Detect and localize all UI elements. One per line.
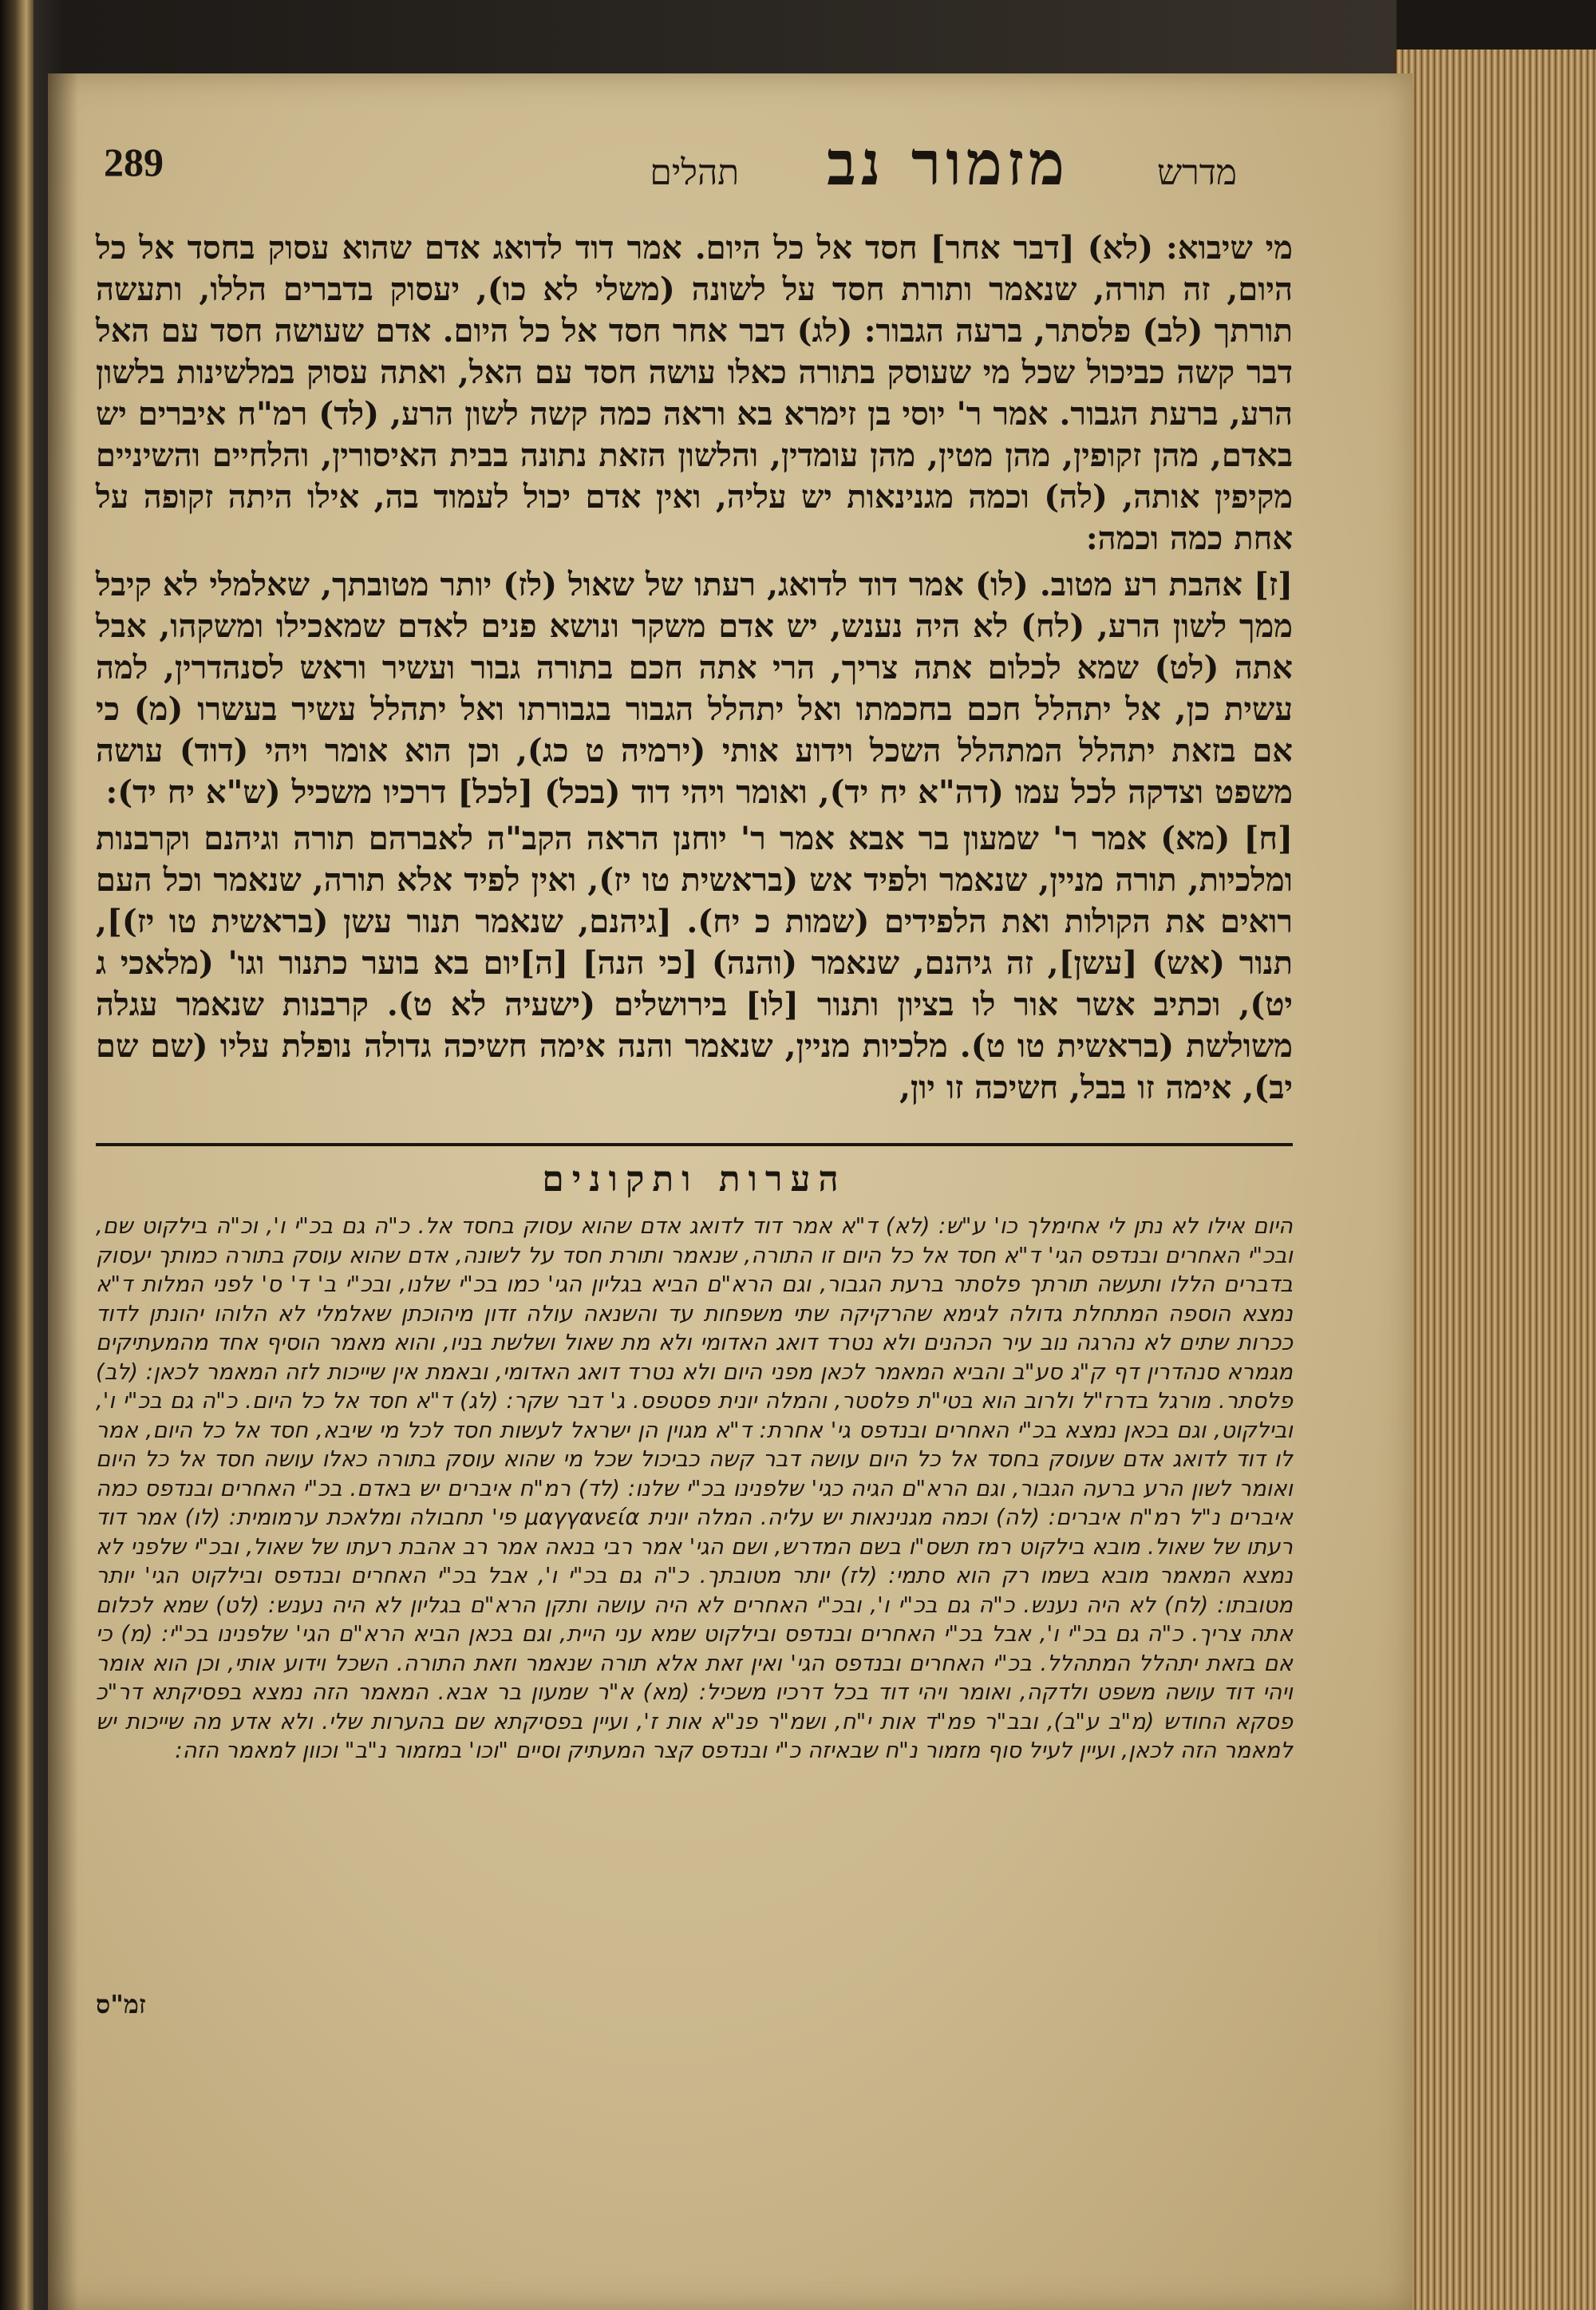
running-head [650,128,1237,200]
notes-paragraph: היום אילו לא נתן לי אחימלך כו' ע"ש: (לא) ד"א אמר דוד לדואג אדם שהוא עסוק בחסד אל. כ"ה גם בכ"י ו', וכ"ה בילקוט שם, ובכ"י האחרים ובנדפס הגי' ד"א חסד אל כל היום זו התורה, שנאמר ותורת חסד על לשונה, אדם שהוא עוסק בתורה כמותך יעסוק בדברים הללו ותעשה תורתך פלסתר ברעת הגבור, וגם הרא"ם הביא בגליון הגי' כמו בכ"י שלנו, ובכ"י ב' ד' ס' לפני המלות ד"א נמצא הוספה המתחלת גדולה לגימא שהרקיקה שתי משפחות עד והשנאה עולה זדון מיהוכתן שאלמלי לא הלוהו יהונתן לדוד ככרות שתים לא נהרגה נוב עיר הכהנים ולא נטרד דואג האדומי ולא מת שאול ושלשת בניו, והוא מאמר הוסיף אחד מהמעתיקים מגמרא סנהדרין דף ק"ג סע"ב והביא המאמר לכאן מפני היום ולא נטרד דואג האדומי, ובאמת אין שייכות לזה המאמר לכאן: (לב) פלסתר. מורגל בדרז"ל ולרוב הוא בטי"ת פלסטר, והמלה יונית פסטפס. ג' דבר שקר: (לג) ד"א חסד אל כל היום. כ"ה גם בכ"י ו', ובילקוט, וגם בכאן נמצא בכ"י האחרים ובנדפס גי' אחרת: ד"א מגוין הן ישראל לעשות חסד לכל מי שיבא, חסד אל כל היום, אמר לו דוד לדואג אדם שעוסק בחסד אל כל היום עושה דבר קשה כביכול שכל מי שהוא עוסק בתורה כאלו עושה חסד אל כל היום ואומר לשון הרע ברעה הגבור, וגם הרא"ם הגיה כגי' שלפנינו בכ"י שלנו: (לד) רמ"ח איברים יש באדם. בכ"י האחרים ובנדפס כמה איברים נ"ל רמ"ח איברים: (לה) וכמה מגנינאות יש עליה. המלה יונית μαγγανεία פי' תחבולה ומלאכת ערמומית: (לו) אמר דוד רעתו של שאול. מובא בילקוט רמז תשס"ו בשם המדרש, ושם הגי' אמר רבי בנאה אמר רב אהבת רעתו של שאול, ובכ"י שלפני לא נמצא המאמר מובא בשמו רק הוא סתמי: (לז) יותר מטובתך. כ"ה גם בכ"י ו', אבל בכ"י האחרים ובנדפס ובילקוט הגי' יותר מטובתו: (לח) לא היה נענש. כ"ה גם בכ"י ו', ובכ"י האחרים לא היה עושה ותקן הרא"ם בגליון לא היה נענש: (לט) שמא לכלום אתה צריך. כ"ה גם בכ"י ו', אבל בכ"י האחרים ובנדפס ובילקוט שמא עני היית, וגם בכאן הביא הרא"ם הגי' שלפנינו בכ"י: (מ) כי אם בזאת יתהלל המתהלל. בכ"י האחרים ובנדפס הגי' ואין זאת אלא תורה שנאמר וזאת התורה. השכל וידוע אותי, וכן הוא אומר ויהי דוד עושה משפט ולדקה, ואומר ויהי דוד בכל דרכיו משכיל: (מא) א"ר שמעון בר אבא. המאמר הזה נמצא בפסיקתא דר"כ פסקא החודש (מ"ב ע"ב), ובב"ר פמ"ד אות י"ח, ושמ"ר פנ"א אות ז', ועיין בפסיקתא שם בהערות שלי. ולא אדע מה שייכות יש למאמר הזה לכאן, ועיין לעיל סוף מזמור נ"ח שבאיזה כ"י ובנדפס קצר המעתיק וסיים "וכו' במזמור נ"ב" וכוון למאמר הזה: [96,1213,1294,1763]
running-head-title: מזמור נב [827,128,1069,199]
main-paragraph-2: [ז] אהבת רע מטוב. (לו) אמר דוד לדואג, רעתו של שאול (לז) יותר מטובתך, שאלמלי לא קיבל ממך לשון הרע, (לח) לא היה נענש, יש אדם משקר ונושא פנים לאדם שמאכילו ומשקהו, אבל אתה (לט) שמא לכלום אתה צריך, הרי אתה חכם בתורה גבור ועשיר וראש לסנהדרין, למה עשית כן, אל יתהלל חכם בחכמתו ואל יתהלל הגבור בגבורתו ואל יתהלל עשיר בעשרו (מ) כי אם בזאת יתהלל המתהלל השכל וידוע אותי (ירמיה ט כג), וכן הוא אומר ויהי (דוד) עושה משפט וצדקה לכל עמו (דה"א יח יד), ואומר ויהי דוד (בכל) [לכל] דרכיו משכיל (ש"א יח יד): [96,566,1293,811]
notes-title: הערות ותקונים [542,1159,847,1200]
running-head-right: תהלים [650,152,740,193]
book-fore-edge [1393,49,1596,2310]
notes-text [96,1212,1293,1766]
fore-edge-top [1396,0,1596,49]
main-paragraph-3: [ח] (מא) אמר ר' שמעון בר אבא אמר ר' יוחנן הראה הקב"ה לאברהם תורה וגיהנם וקרבנות ומלכיות, תורה מניין, שנאמר ולפיד אש (בראשית טו יז), ואין לפיד אלא תורה, שנאמר וכל העם רואים את הקולות ואת הלפידים (שמות כ יח). [גיהנם, שנאמר תנור עשן (בראשית טו יז)], תנור (אש) [עשן], זה גיהנם, שנאמר (והנה) [כי הנה] [ה]יום בא בוער כתנור וגו' (מלאכי ג יט), וכתיב אשר אור לו בציון ותנור [לו] בירושלים (ישעיה לא ט). קרבנות שנאמר עגלה משולשת (בראשית טו ט). מלכיות מניין, שנאמר והנה אימה חשיכה גדולה נופלת עליו (שם שם יב), אימה זו בבל, חשיכה זו יון, [96,820,1293,1106]
page-number: 289 [104,140,164,184]
page-header [104,120,1269,208]
section-divider [96,1143,1293,1146]
signature: זמ"ס [96,1989,146,2019]
left-page-edge [0,0,34,2310]
main-text [96,227,1293,1113]
gutter-shadow [48,73,78,2310]
running-head-left: מדרש [1156,152,1237,193]
main-paragraph-1: מי שיבוא: (לא) [דבר אחר] חסד אל כל היום. אמר דוד לדואג אדם שהוא עסוק בחסד אל כל היום, זה תורה, שנאמר ותורת חסד על לשונה (משלי לא כו), יעסוק בדברים הללו, ותעשה תורתך (לב) פלסתר, ברעה הגבור: (לג) דבר אחר חסד אל כל היום. אדם שעושה חסד עם האל דבר קשה כביכול שכל מי שעוסק בתורה כאלו עושה חסד עם האל, ואתה עסוק במלשינות בלשון הרע, ברעת הגבור. אמר ר' יוסי בן זימרא בא וראה כמה קשה לשון הרע, (לד) רמ"ח איברים יש באדם, מהן זקופין, מהן מטין, מהן עומדין, והלשון הזאת נתונה בבית האיסורין, והלחיים והשיניים מקיפין אותה, (לה) וכמה מגנינאות יש עליה, ואין אדם יכול לעמוד בה, אילו היתה זקופה על אחת כמה וכמה: [96,229,1293,557]
